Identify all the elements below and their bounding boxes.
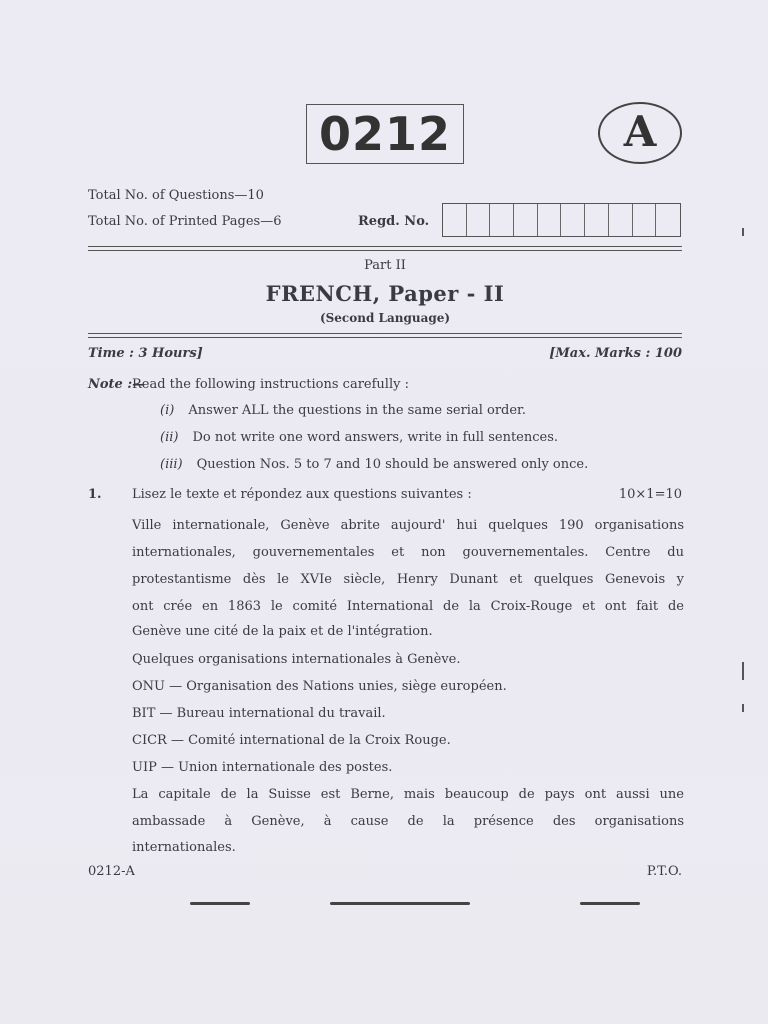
- instruction-item: [160, 403, 526, 418]
- scan-smudge: [330, 902, 470, 905]
- passage-line: Ville internationale, Genève abrite aujourd' hui quelques 190 organisations: [132, 518, 684, 533]
- subject-subtitle: (Second Language): [319, 311, 451, 325]
- passage-line: ont crée en 1863 le comité International de la Croix-Rouge et ont fait de: [132, 599, 684, 614]
- regd-box[interactable]: [561, 204, 585, 236]
- paper-code-box: 0212: [306, 104, 464, 164]
- instruction-text: Question Nos. 5 to 7 and 10 should be answered only once.: [196, 457, 589, 472]
- regd-box[interactable]: [538, 204, 562, 236]
- scan-smudge: [190, 902, 250, 905]
- regd-no-boxes[interactable]: [442, 203, 681, 237]
- note-label: Note :—: [88, 377, 146, 392]
- part-label: Part II: [364, 258, 406, 273]
- total-pages: Total No. of Printed Pages—6: [88, 214, 282, 229]
- question-number: 1.: [88, 487, 102, 502]
- passage-line: La capitale de la Suisse est Berne, mais beaucoup de pays ont aussi une: [132, 787, 684, 802]
- regd-box[interactable]: [467, 204, 491, 236]
- instruction-number: (iii): [160, 457, 183, 472]
- instruction-item: [160, 430, 558, 445]
- passage-line: internationales.: [132, 840, 236, 855]
- regd-box[interactable]: [490, 204, 514, 236]
- regd-box[interactable]: [514, 204, 538, 236]
- divider: [88, 246, 682, 247]
- org-item: ONU — Organisation des Nations unies, siège européen.: [132, 679, 507, 694]
- instruction-item: [160, 457, 588, 472]
- scan-smudge: [580, 902, 640, 905]
- instruction-number: (ii): [160, 430, 179, 445]
- regd-box[interactable]: [609, 204, 633, 236]
- set-code-circle: A: [598, 102, 682, 164]
- orgs-intro: Quelques organisations internationales à Genève.: [132, 652, 461, 667]
- passage-line: Genève une cité de la paix et de l'intégration.: [132, 624, 433, 639]
- footer-code: 0212-A: [88, 864, 135, 879]
- instruction-text: Answer ALL the questions in the same serial order.: [188, 403, 526, 418]
- scan-mark: [742, 704, 744, 712]
- regd-no-label: Regd. No.: [358, 214, 430, 229]
- divider: [88, 250, 682, 251]
- instruction-number: (i): [160, 403, 175, 418]
- passage-line: ambassade à Genève, à cause de la présence des organisations: [132, 814, 684, 829]
- note-text: Read the following instructions carefully :: [132, 377, 409, 392]
- subject-title: FRENCH, Paper - II: [265, 281, 505, 306]
- org-item: BIT — Bureau international du travail.: [132, 706, 386, 721]
- passage-line: protestantisme dès le XVIe siècle, Henry Dunant et quelques Genevois y: [132, 572, 684, 587]
- question-heading: Lisez le texte et répondez aux questions suivantes :: [132, 487, 472, 502]
- scan-mark: [742, 228, 744, 236]
- org-item: CICR — Comité international de la Croix Rouge.: [132, 733, 451, 748]
- max-marks: [Max. Marks : 100: [549, 346, 682, 361]
- scan-mark: [742, 662, 744, 680]
- regd-box[interactable]: [656, 204, 680, 236]
- divider: [88, 333, 682, 334]
- instruction-text: Do not write one word answers, write in full sentences.: [192, 430, 559, 445]
- total-questions: Total No. of Questions—10: [88, 188, 264, 203]
- time-allowed: Time : 3 Hours]: [88, 346, 203, 361]
- org-item: UIP — Union internationale des postes.: [132, 760, 393, 775]
- divider: [88, 337, 682, 338]
- question-marks: 10×1=10: [618, 487, 682, 502]
- regd-box[interactable]: [585, 204, 609, 236]
- footer-pto: P.T.O.: [646, 864, 682, 879]
- regd-box[interactable]: [633, 204, 657, 236]
- passage-line: internationales, gouvernementales et non gouvernementales. Centre du: [132, 545, 684, 560]
- regd-box[interactable]: [443, 204, 467, 236]
